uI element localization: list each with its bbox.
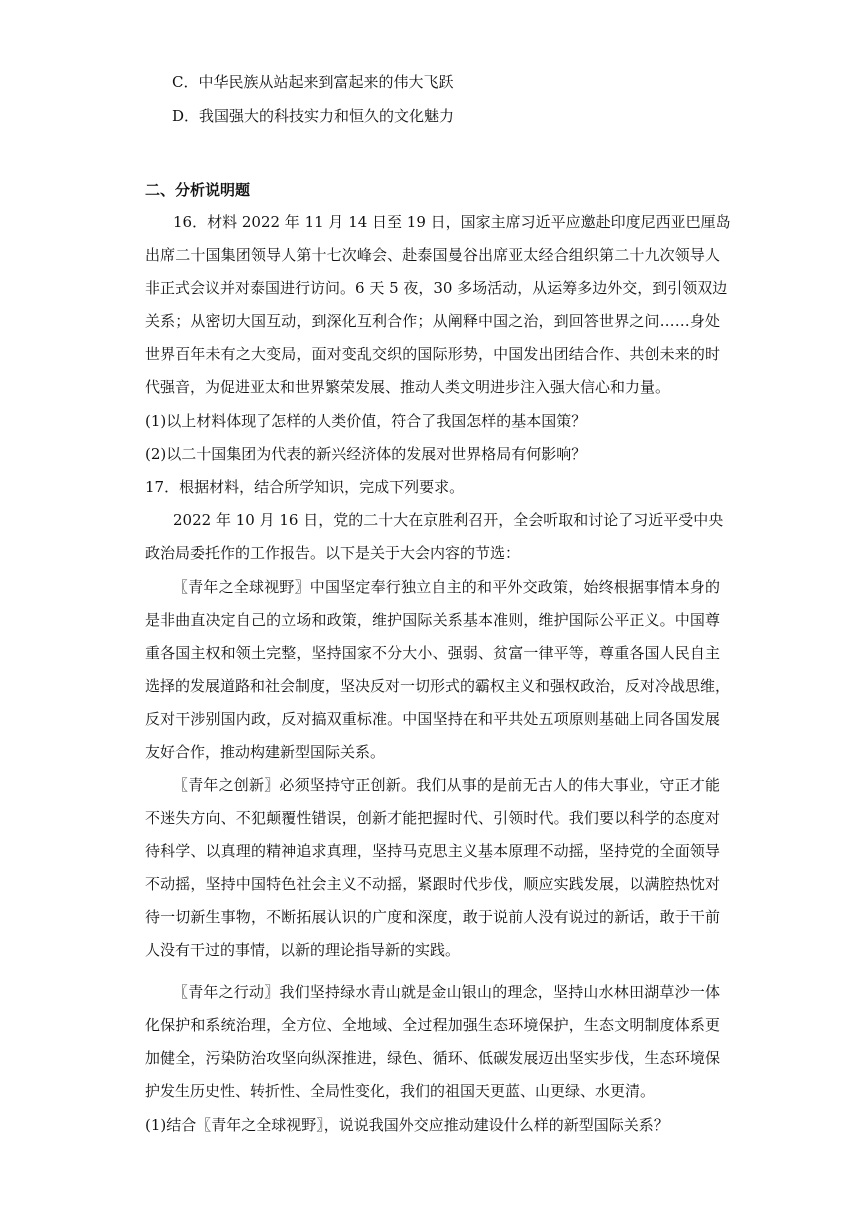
q17-p3-line-1: 〖青年之行动〗我们坚持绿水青山就是金山银山的理念，坚持山水林田湖草沙一体 [173, 983, 721, 1001]
q17-intro: 17．根据材料，结合所学知识，完成下列要求。 [145, 478, 465, 496]
q17-p2-line-3: 待科学、以真理的精神追求真理，坚持马克思主义基本原理不动摇，坚持党的全面领导 [145, 842, 721, 860]
q17-context-line-1: 2022 年 10 月 16 日，党的二十大在京胜利召开，全会听取和讨论了习近平受中央 [173, 511, 724, 529]
q17-p3-line-3: 加健全，污染防治攻坚向纵深推进，绿色、循环、低碳发展迈出坚实步伐，生态环境保 [145, 1049, 721, 1067]
q17-p1-line-6: 友好合作，推动构建新型国际关系。 [145, 743, 386, 761]
q17-context-line-2: 政治局委托作的工作报告。以下是关于大会内容的节选： [145, 544, 521, 562]
q17-p1-line-1: 〖青年之全球视野〗中国坚定奉行独立自主的和平外交政策，始终根据事情本身的 [173, 578, 721, 596]
option-c-letter: C． [172, 73, 199, 91]
q16-line-1: 16．材料 2022 年 11 月 14 日至 19 日，国家主席习近平应邀赴印度尼西亚巴厘岛 [173, 213, 731, 231]
q17-p3-line-2: 化保护和系统治理，全方位、全地域、全过程加强生态环境保护，生态文明制度体系更 [145, 1016, 721, 1034]
q16-line-3: 非正式会议并对泰国进行访问。6 天 5 夜，30 多场活动，从运筹多边外交，到引领双边 [145, 279, 728, 297]
q17-p2-line-1: 〖青年之创新〗必须坚持守正创新。我们从事的是前无古人的伟大事业，守正才能 [173, 776, 721, 794]
q17-p2-line-2: 不迷失方向、不犯颠覆性错误，创新才能把握时代、引领时代。我们要以科学的态度对 [145, 809, 721, 827]
option-d [172, 106, 454, 126]
q17-question-1: (1)结合〖青年之全球视野〗，说说我国外交应推动建设什么样的新型国际关系？ [145, 1116, 669, 1134]
q17-p2-line-5: 待一切新生事物，不断拓展认识的广度和深度，敢于说前人没有说过的新话，敢于干前 [145, 908, 721, 926]
q17-p1-line-3: 重各国主权和领土完整，坚持国家不分大小、强弱、贫富一律平等，尊重各国人民自主 [145, 644, 721, 662]
option-d-text: 我国强大的科技实力和恒久的文化魅力 [199, 107, 455, 125]
q17-p1-line-2: 是非曲直决定自己的立场和政策，维护国际关系基本准则，维护国际公平正义。中国尊 [145, 611, 721, 629]
option-c [172, 72, 454, 92]
q16-question-1: (1)以上材料体现了怎样的人类价值，符合了我国怎样的基本国策？ [145, 412, 587, 430]
q17-p1-line-5: 反对干涉别国内政，反对搞双重标准。中国坚持在和平共处五项原则基础上同各国发展 [145, 710, 721, 728]
option-c-text: 中华民族从站起来到富起来的伟大飞跃 [198, 73, 454, 91]
q16-line-4: 关系；从密切大国互动，到深化互利合作；从阐释中国之治，到回答世界之问……身处 [145, 312, 721, 330]
section-heading: 二、分析说明题 [145, 181, 251, 199]
q17-p2-line-6: 人没有干过的事情，以新的理论指导新的实践。 [145, 941, 461, 959]
q17-p2-line-4: 不动摇，坚持中国特色社会主义不动摇，紧跟时代步伐，顺应实践发展，以满腔热忱对 [145, 875, 721, 893]
q16-question-2: (2)以二十国集团为代表的新兴经济体的发展对世界格局有何影响？ [145, 445, 587, 463]
q16-line-2: 出席二十国集团领导人第十七次峰会、赴泰国曼谷出席亚太经合组织第二十九次领导人 [145, 246, 721, 264]
q17-p3-line-4: 护发生历史性、转折性、全局性变化，我们的祖国天更蓝、山更绿、水更清。 [145, 1082, 656, 1100]
q16-line-6: 代强音，为促进亚太和世界繁荣发展、推动人类文明进步注入强大信心和力量。 [145, 378, 671, 396]
q17-p1-line-4: 选择的发展道路和社会制度，坚决反对一切形式的霸权主义和强权政治，反对冷战思维， [145, 677, 731, 695]
q16-line-5: 世界百年未有之大变局，面对变乱交织的国际形势，中国发出团结合作、共创未来的时 [145, 345, 721, 363]
option-d-letter: D． [172, 107, 200, 125]
